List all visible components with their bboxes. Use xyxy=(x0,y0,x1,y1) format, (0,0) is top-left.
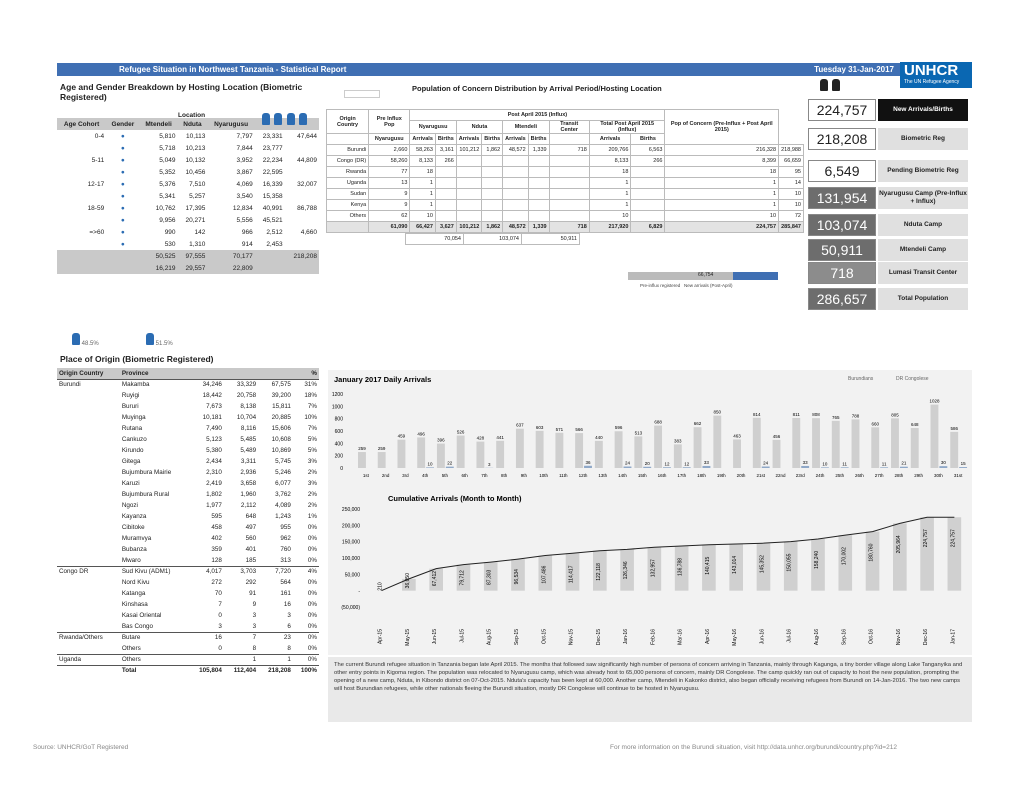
bar-label: 808 xyxy=(812,412,820,418)
age-gender-table: Age Cohort Gender Mtendeli Nduta Nyarugusu 0-4 ● 5,810 10,113 7,797 23,331 47,644 ● 5,718 10,213 7,844 23,777 5-11 ● 5,049 10,132 3,952 22,234 44,809 ● 5,352 10,456 3,867 22,595 12-17 ● 5,376 7,510 4,069 16,339 32,007 ● 5,341 5,257 3,540 15,358 18-59 ● 10,762 17,395 12,834 40,991 86,788 ● 9,956 20,271 5,556 45,521 =>60 ● 990 142 966 2,512 4,660 ● 530 1,310 914 2,453 50,525 97,555 70,177 218,208 16,219 29,557 22,809 xyxy=(57,118,319,274)
origin-row: Muramvya 402 560 962 0% xyxy=(121,535,317,542)
bar-label: 143,014 xyxy=(732,555,739,574)
bar-label: 513 xyxy=(634,430,643,436)
bar-drc xyxy=(426,467,434,468)
age-gender-title: Age and Gender Breakdown by Hosting Location (Biometric Registered) xyxy=(60,82,303,102)
x-tick-label: 17th xyxy=(677,473,687,478)
origin-row: Cibitoke 458 497 955 0% xyxy=(121,524,317,531)
y-tick-label: 600 xyxy=(334,429,343,435)
chart-title: Cumulative Arrivals (Month to Month) xyxy=(388,494,522,503)
x-tick-label: Jan-17 xyxy=(950,629,957,645)
age-total-male: 50,525 97,555 70,177 218,208 xyxy=(57,250,319,262)
kpi-label: Biometric Reg xyxy=(878,128,968,150)
x-tick-label: Jun-16 xyxy=(759,629,766,645)
bar-label: 122,118 xyxy=(595,563,602,581)
age-row: 0-4 ● 5,810 10,113 7,797 23,331 47,644 xyxy=(57,130,319,142)
kpi-value: 103,074 xyxy=(808,214,876,236)
pop-row: Sudan 9 1 1 1 10 xyxy=(327,189,804,200)
bar-label: 180,760 xyxy=(868,543,875,562)
x-tick-label: 5th xyxy=(441,473,448,478)
bar-drc xyxy=(939,466,947,468)
kpi-box xyxy=(808,262,968,284)
report-date: Tuesday 31-Jan-2017 xyxy=(814,65,894,74)
bar-burundians xyxy=(397,440,405,468)
bar-label: 15 xyxy=(960,461,966,467)
kpi-box xyxy=(808,288,968,310)
age-row: ● 5,341 5,257 3,540 15,358 xyxy=(57,190,319,202)
female-icon: ● xyxy=(120,192,125,200)
bar-burundians xyxy=(575,433,583,468)
y-tick-label: 1000 xyxy=(331,404,343,411)
age-total-female: 16,219 29,557 22,809 xyxy=(57,262,319,274)
bar-label: 30 xyxy=(940,460,946,466)
x-tick-label: 25th xyxy=(835,473,845,478)
bar-label: 36,050 xyxy=(404,573,411,589)
bar-label: 603 xyxy=(535,424,544,430)
bar-label: 850 xyxy=(713,409,722,415)
bar-burundians xyxy=(931,405,939,468)
bar-burundians xyxy=(634,436,642,468)
kpi-box xyxy=(808,99,968,121)
pop-row: Uganda 13 1 1 1 14 xyxy=(327,178,804,189)
legend-label: Burundians xyxy=(848,376,874,382)
x-tick-label: 31st xyxy=(953,473,963,478)
kpi-box xyxy=(808,239,968,261)
bar-burundians xyxy=(832,421,840,468)
x-tick-label: 2nd xyxy=(381,473,390,478)
x-tick-label: 23rd xyxy=(795,473,805,478)
x-tick-label: Jun-15 xyxy=(432,629,439,645)
bar-label: 637 xyxy=(516,422,524,428)
bar-drc xyxy=(821,467,829,468)
origin-row: Bubanza 359 401 760 0% xyxy=(121,546,317,553)
x-tick-label: Jul-15 xyxy=(459,629,466,643)
bar-label: 210 xyxy=(377,582,384,591)
bar-label: 140,415 xyxy=(704,556,711,575)
bar-label: 10 xyxy=(427,461,433,467)
x-tick-label: 3rd xyxy=(402,473,409,478)
bar-label: 660 xyxy=(871,421,879,427)
origin-row: Bujumbura Mairie 2,310 2,936 5,246 2% xyxy=(121,469,317,476)
cum-bar xyxy=(948,517,962,590)
x-tick-label: Aug-15 xyxy=(486,629,493,646)
x-tick-label: 24th xyxy=(815,473,825,478)
origin-row: Rutana 7,490 8,116 15,606 7% xyxy=(121,425,317,432)
bar-label: 805 xyxy=(891,412,899,418)
bar-label: 566 xyxy=(575,427,583,433)
bar-drc xyxy=(762,467,770,468)
origin-row: Kayanza 595 648 1,243 1% xyxy=(121,513,317,520)
x-tick-label: 16th xyxy=(657,473,667,478)
bar-label: 170,002 xyxy=(841,547,848,566)
bar-burundians xyxy=(812,418,820,468)
bar-label: 20 xyxy=(644,460,650,466)
bar-burundians xyxy=(674,444,682,468)
bar-burundians xyxy=(792,418,800,468)
bar-burundians xyxy=(437,444,445,468)
report-title: Refugee Situation in Northwest Tanzania - Statistical Report xyxy=(119,65,347,74)
x-tick-label: Oct-16 xyxy=(868,629,875,645)
origin-row: Total 105,804 112,404 218,208 100% xyxy=(57,665,319,676)
chart-title: January 2017 Daily Arrivals xyxy=(334,375,432,384)
bar-label: 12 xyxy=(684,461,690,467)
kpi-value: 218,208 xyxy=(808,128,876,150)
x-tick-label: 8th xyxy=(500,473,508,478)
bar-burundians xyxy=(378,452,386,468)
bar-label: 67,412 xyxy=(432,570,439,587)
bar-label: 12 xyxy=(664,461,670,467)
x-tick-label: May-15 xyxy=(404,629,411,646)
x-tick-label: 4th xyxy=(421,473,429,478)
kpi-value: 131,954 xyxy=(808,187,876,209)
bar-label: 428 xyxy=(476,435,485,441)
bar-label: 150,055 xyxy=(786,553,793,572)
male-icon xyxy=(72,333,80,345)
bar-burundians xyxy=(733,439,741,468)
origin-row: Bururi 7,673 8,138 15,811 7% xyxy=(121,403,317,410)
bar-label: 765 xyxy=(831,414,840,420)
kpi-label: New Arrivals/Births xyxy=(878,99,968,121)
cumulative-panel xyxy=(328,487,972,655)
pop-row: 61,090 66,427 3,627 101,212 1,862 48,572 1,339 718 217,920 6,829 224,757 285,847 xyxy=(327,222,804,233)
kpi-label: Total Population xyxy=(878,288,968,310)
x-tick-label: 27th xyxy=(874,473,884,478)
x-tick-label: Jul-16 xyxy=(786,629,793,643)
x-tick-label: 28th xyxy=(894,473,904,478)
x-tick-label: May-16 xyxy=(732,629,739,646)
x-tick-label: Mar-16 xyxy=(677,629,684,645)
origin-row: Ruyigi 18,442 20,758 39,200 18% xyxy=(121,392,317,399)
male-icon: ● xyxy=(120,204,125,212)
kpi-value: 224,757 xyxy=(808,99,876,121)
bar-label: 383 xyxy=(674,438,682,444)
x-tick-label: Feb-16 xyxy=(650,629,657,645)
bar-label: 224,757 xyxy=(950,529,957,548)
kpi-value: 286,657 xyxy=(808,288,876,310)
male-pct: 48.5% xyxy=(72,333,99,347)
bar-burundians xyxy=(950,432,958,468)
bar-label: 158,240 xyxy=(814,550,820,569)
blank-cell xyxy=(344,90,380,98)
bar-label: 811 xyxy=(792,411,800,417)
bar-label: 259 xyxy=(377,446,386,452)
bar-burundians xyxy=(496,441,504,468)
x-tick-label: 26th xyxy=(855,473,864,478)
age-row: ● 9,956 20,271 5,556 45,521 xyxy=(57,214,319,226)
origin-row: Gitega 2,434 3,311 5,745 3% xyxy=(121,458,317,465)
origin-row: Katanga 70 91 161 0% xyxy=(121,590,317,597)
pop-row: Rwanda 77 18 18 18 95 xyxy=(327,167,804,178)
population-table: Origin Country Pre Influx Pop Post April 2015 (Influx) Pop of Concern (Pre-Influx + Post April 2015) Nyarugusu Nduta Mtendeli Transit Center Total Post April 2015 (Influx) Nyarugusu Arrivals Births Arrivals Births Arrivals Births Arrivals Births Burundi 2,660 58,263 3,161 101,212 1,862 48,572 1,339 718 209,766 6,563 216,328 218,988 Congo (DR) 58,260 8,133 266 8,133 266 8,399 66,659 Rwanda 77 18 18 18 95 Uganda 13 1 1 1 14 Sudan 9 1 1 1 10 Kenya 9 1 1 1 10 Others 62 10 10 10 72 61,090 66,427 3,627 101,212 1,862 48,572 1,339 718 217,920 6,829 224,757 285,847 70,054 103,074 50,911 xyxy=(326,109,804,245)
bar-label: 136,788 xyxy=(677,557,684,576)
x-tick-label: 21st xyxy=(756,473,765,478)
bar-drc xyxy=(663,467,671,468)
x-tick-label: 6th xyxy=(461,473,468,478)
bar-label: 1028 xyxy=(929,398,940,404)
bar-label: 96,534 xyxy=(514,569,520,585)
kpi-label: Nduta Camp xyxy=(878,214,968,236)
bar-drc xyxy=(841,467,849,468)
bar-burundians xyxy=(417,437,425,468)
bar-burundians xyxy=(654,426,662,468)
report-banner xyxy=(57,63,970,76)
x-tick-label: 19th xyxy=(716,473,726,478)
more-info-link[interactable]: For more information on the Burundi situation, visit http://data.unhcr.org/burundi/country.php?id=212 xyxy=(610,744,897,751)
pop-row: Burundi 2,660 58,263 3,161 101,212 1,862 48,572 1,339 718 209,766 6,563 216,328 218,988 xyxy=(327,145,804,156)
kpi-box xyxy=(808,214,968,236)
x-tick-label: Dec-16 xyxy=(923,629,930,646)
y-tick-label: 150,000 xyxy=(341,539,360,546)
origin-row: Muyinga 10,181 10,704 20,885 10% xyxy=(121,414,317,421)
origin-row: Cankuzo 5,123 5,485 10,608 5% xyxy=(121,436,317,443)
bar-drc xyxy=(702,466,710,468)
bar-burundians xyxy=(713,416,721,468)
bar-label: 33 xyxy=(802,459,808,465)
cumulative-arrivals-chart xyxy=(328,487,972,655)
age-row: 5-11 ● 5,049 10,132 3,952 22,234 44,809 xyxy=(57,154,319,166)
bar-burundians xyxy=(595,441,603,468)
bar-label: 3 xyxy=(488,461,491,467)
kpi-label: Nyarugusu Camp (Pre-Influx + Influx) xyxy=(878,187,968,209)
origin-row: Ngozi 1,977 2,112 4,089 2% xyxy=(121,502,317,509)
pop-row: Congo (DR) 58,260 8,133 266 8,133 266 8,399 66,659 xyxy=(327,156,804,167)
bar-drc xyxy=(584,466,592,468)
bar-label: 36 xyxy=(585,459,591,465)
x-tick-label: 18th xyxy=(697,473,706,478)
x-tick-label: 9th xyxy=(520,473,527,478)
bar-label: 132,957 xyxy=(650,559,657,578)
bar-burundians xyxy=(911,428,919,468)
female-icon: ● xyxy=(120,240,125,248)
x-tick-label: Dec-15 xyxy=(595,629,602,646)
origin-row: Kinshasa 7 9 16 0% xyxy=(121,601,317,608)
bar-label: 21 xyxy=(901,460,907,466)
bar-burundians xyxy=(694,427,702,468)
y-tick-label: 50,000 xyxy=(344,572,360,579)
x-tick-label: Jan-16 xyxy=(623,629,630,645)
origin-row: Karuzi 2,419 3,658 6,077 3% xyxy=(121,480,317,487)
y-tick-label: - xyxy=(358,588,360,595)
kpi-label: Lumasi Transit Center xyxy=(878,262,968,284)
bar-label: 24 xyxy=(624,460,630,466)
y-tick-label: 200,000 xyxy=(341,523,360,530)
bar-label: 648 xyxy=(910,422,919,428)
origin-row: Burundi Makamba 34,246 33,329 67,575 31% xyxy=(57,379,319,390)
origin-row: Kasai Oriental 0 3 3 0% xyxy=(121,612,317,619)
bar-burundians xyxy=(871,427,879,468)
x-tick-label: Nov-15 xyxy=(568,629,575,646)
kpi-value: 6,549 xyxy=(808,160,876,182)
origin-row: Congo DR Sud Kivu (ADM1) 4,017 3,703 7,720 4% xyxy=(57,566,319,577)
bar-label: 526 xyxy=(456,429,465,435)
bar-label: 24 xyxy=(763,460,769,466)
female-icon xyxy=(146,333,154,345)
bar-label: 259 xyxy=(358,446,366,452)
y-tick-label: 200 xyxy=(334,453,343,460)
x-tick-label: 12th xyxy=(578,473,588,478)
unhcr-logo: UNHCR The UN Refugee Agency xyxy=(900,62,972,88)
bar-label: 11 xyxy=(881,461,887,467)
bar-label: 224,757 xyxy=(923,529,930,548)
kpi-box xyxy=(808,187,968,209)
kpi-label: Mtendeli Camp xyxy=(878,239,968,261)
x-tick-label: Nov-16 xyxy=(895,629,902,646)
bar-drc xyxy=(683,467,691,468)
bar-burundians xyxy=(555,433,563,468)
daily-arrivals-panel xyxy=(328,370,972,487)
kpi-value: 50,911 xyxy=(808,239,876,261)
x-tick-label: 15th xyxy=(637,473,647,478)
x-tick-label: 22nd xyxy=(775,473,786,478)
bar-burundians xyxy=(852,419,860,468)
bar-label: 440 xyxy=(595,434,603,440)
origin-row: Rwanda/Others Butare 16 7 23 0% xyxy=(57,632,319,643)
bar-burundians xyxy=(753,418,761,468)
bar-drc xyxy=(900,467,908,468)
pop-legend: Pre-influx registered New arrivals (Post-April) xyxy=(640,283,733,288)
kpi-label: Pending Biometric Reg xyxy=(878,160,968,182)
male-icon: ● xyxy=(120,180,125,188)
y-tick-label: 100,000 xyxy=(341,556,360,562)
bar-drc xyxy=(801,466,809,468)
bar-label: 145,352 xyxy=(759,555,766,574)
bar-drc xyxy=(880,467,888,468)
bar-burundians xyxy=(891,418,899,468)
origin-row: Others 0 8 8 0% xyxy=(121,644,317,652)
age-row: 18-59 ● 10,762 17,395 12,834 40,991 86,788 xyxy=(57,202,319,214)
x-tick-label: 29th xyxy=(914,473,924,478)
bar-label: 205,964 xyxy=(895,535,902,554)
people-icon-group xyxy=(820,78,840,96)
kpi-box xyxy=(808,160,968,182)
bar-drc xyxy=(446,467,454,468)
female-pct: 51.5% xyxy=(146,333,173,347)
age-row: ● 5,352 10,456 3,867 22,595 xyxy=(57,166,319,178)
pop-split-bar: 66,754 xyxy=(628,272,778,280)
x-tick-label: Apr-15 xyxy=(377,629,384,645)
x-tick-label: 30th xyxy=(934,473,943,478)
x-tick-label: 20th xyxy=(736,473,746,478)
pop-row: Others 62 10 10 10 72 xyxy=(327,211,804,222)
situation-paragraph: The current Burundi refugee situation in Tanzania began late April 2015. The months that followed saw significantly high number of persons of concern arriving in Tanzania, mainly through Kagunga, a tiny border village along Lake Tanganyika and other entry points in Kigoma region. The population was relocated to Nyarugusu camp, which was already host to 65,000 persons of concern, mainly DR Congolese. The camp quickly ran out of capacity to host the new population, prompting the opening of a new camp, Nduta, in Kibondo district on 07-Oct-2015. Nduta's capacity has been kept at 60,000. Another camp, Mtendeli in Kakonko district, also began officially receiving refugees from Burundi on 14-Jan-2016. The two new camps will host Burundian refugees, while other nationals fleeing the Burundi situation, mostly DR Congolese will continue to be hosted in Nyarugusu. xyxy=(328,657,972,722)
bar-label: 459 xyxy=(397,433,406,439)
male-icon: ● xyxy=(120,156,125,164)
cum-bar xyxy=(920,517,934,590)
legend-label: DR Congolese xyxy=(896,376,929,382)
bar-drc xyxy=(643,467,651,468)
bar-label: 662 xyxy=(693,421,702,427)
pop-row: Kenya 9 1 1 1 10 xyxy=(327,200,804,211)
bar-label: 688 xyxy=(654,419,662,425)
bar-label: 114,417 xyxy=(568,565,575,584)
y-tick-label: 800 xyxy=(334,416,343,423)
x-tick-label: 1st xyxy=(362,473,369,478)
origin-row: Nord Kivu 272 292 564 0% xyxy=(121,579,317,586)
age-row: ● 530 1,310 914 2,453 xyxy=(57,238,319,250)
bar-label: 814 xyxy=(753,411,761,417)
x-tick-label: 10th xyxy=(539,473,548,478)
bar-label: 596 xyxy=(614,425,623,431)
origin-row: Uganda Others 1 1 0% xyxy=(59,656,317,663)
bar-burundians xyxy=(615,431,623,468)
female-icon: ● xyxy=(120,144,125,152)
female-icon: ● xyxy=(120,216,125,224)
kpi-box xyxy=(808,128,968,150)
x-tick-label: Apr-16 xyxy=(704,629,711,645)
bar-label: 79,712 xyxy=(459,570,466,586)
x-tick-label: 11th xyxy=(559,473,568,478)
source-note: Source: UNHCR/GoT Registered xyxy=(33,744,129,751)
bar-label: 33 xyxy=(703,459,709,465)
y-tick-label: 1200 xyxy=(331,392,343,398)
bar-label: 87,303 xyxy=(486,569,493,585)
x-tick-label: 7th xyxy=(481,473,488,478)
origin-row: Kirundo 5,380 5,489 10,869 5% xyxy=(121,447,317,454)
bar-burundians xyxy=(773,440,781,468)
female-icon: ● xyxy=(120,168,125,176)
daily-arrivals-chart xyxy=(328,370,972,487)
bar-label: 441 xyxy=(496,434,504,440)
bar-burundians xyxy=(516,429,524,468)
origin-table: Origin Country Province % Burundi Makamba 34,246 33,329 67,575 31% Ruyigi 18,442 20,758 39,200 18% Bururi 7,673 8,138 15,811 7% Muyinga 10,181 10,704 20,885 10% Rutana 7,490 8,116 15,606 7% Cankuzo 5,123 5,485 10,608 5% Kirundo 5,380 5,489 10,869 5% Gitega 2,434 3,311 5,745 3% Bujumbura Mairie 2,310 2,936 5,246 2% Karuzi 2,419 3,658 6,077 3% Bujumbura Rural 1,802 1,960 3,762 2% Ngozi 1,977 2,112 4,089 2% Kayanza 595 648 1,243 1% Cibitoke 458 497 955 0% Muramvya 402 560 962 0% Bubanza 359 401 760 0% Mwaro 128 185 313 0% Congo DR Sud Kivu (ADM1) 4,017 3,703 7,720 4% Nord Kivu 272 292 564 0% Katanga 70 91 161 0% Kinshasa 7 9 16 0% Kasai Oriental 0 3 3 0% Bas Congo 3 3 6 0% Rwanda/Others Butare 16 7 23 0% Others 0 8 8 0% Uganda Others 1 1 0% Total 105,804 112,404 218,208 100% xyxy=(59,369,317,675)
x-tick-label: Sep-15 xyxy=(514,629,520,646)
bar-burundians xyxy=(358,452,366,468)
kpi-value: 718 xyxy=(808,262,876,284)
bar-label: 11 xyxy=(842,461,847,467)
bar-label: 10 xyxy=(822,461,828,467)
bar-drc xyxy=(959,467,967,468)
x-tick-label: Sep-16 xyxy=(841,629,848,646)
y-tick-label: 400 xyxy=(334,441,343,448)
bar-burundians xyxy=(457,436,465,468)
origin-row: Bujumbura Rural 1,802 1,960 3,762 2% xyxy=(121,491,317,498)
bar-label: 496 xyxy=(417,431,425,437)
x-tick-label: 14th xyxy=(618,473,627,478)
cum-bar xyxy=(893,523,907,590)
origin-row: Bas Congo 3 3 6 0% xyxy=(121,622,317,630)
bar-label: 126,346 xyxy=(623,561,630,580)
y-tick-label: (50,000) xyxy=(341,605,360,611)
bar-label: 107,486 xyxy=(541,565,548,584)
age-row: 12-17 ● 5,376 7,510 4,069 16,339 32,007 xyxy=(57,178,319,190)
bar-burundians xyxy=(476,442,484,468)
bar-label: 396 xyxy=(437,437,445,443)
bar-label: 788 xyxy=(851,413,860,419)
bar-burundians xyxy=(536,431,544,468)
age-row: =>60 ● 990 142 966 2,512 4,660 xyxy=(57,226,319,238)
y-tick-label: 0 xyxy=(340,466,343,472)
bar-label: 463 xyxy=(733,433,741,439)
location-label: Location xyxy=(178,112,206,119)
pop-title: Population of Concern Distribution by Arrival Period/Hosting Location xyxy=(412,84,662,93)
bar-label: 586 xyxy=(950,425,958,431)
x-tick-label: Oct-15 xyxy=(541,629,548,645)
age-row: ● 5,718 10,213 7,844 23,777 xyxy=(57,142,319,154)
male-icon: ● xyxy=(120,132,125,140)
origin-title: Place of Origin (Biometric Registered) xyxy=(60,354,214,364)
y-tick-label: 250,000 xyxy=(341,507,360,513)
x-tick-label: 13th xyxy=(598,473,608,478)
bar-label: 456 xyxy=(772,433,781,439)
people-icons xyxy=(262,112,307,130)
bar-drc xyxy=(624,467,632,468)
bar-label: 571 xyxy=(555,426,564,432)
male-icon: ● xyxy=(120,228,125,236)
bar-label: 22 xyxy=(447,460,453,466)
x-tick-label: Aug-16 xyxy=(814,629,820,646)
origin-row: Mwaro 128 185 313 0% xyxy=(121,556,317,564)
